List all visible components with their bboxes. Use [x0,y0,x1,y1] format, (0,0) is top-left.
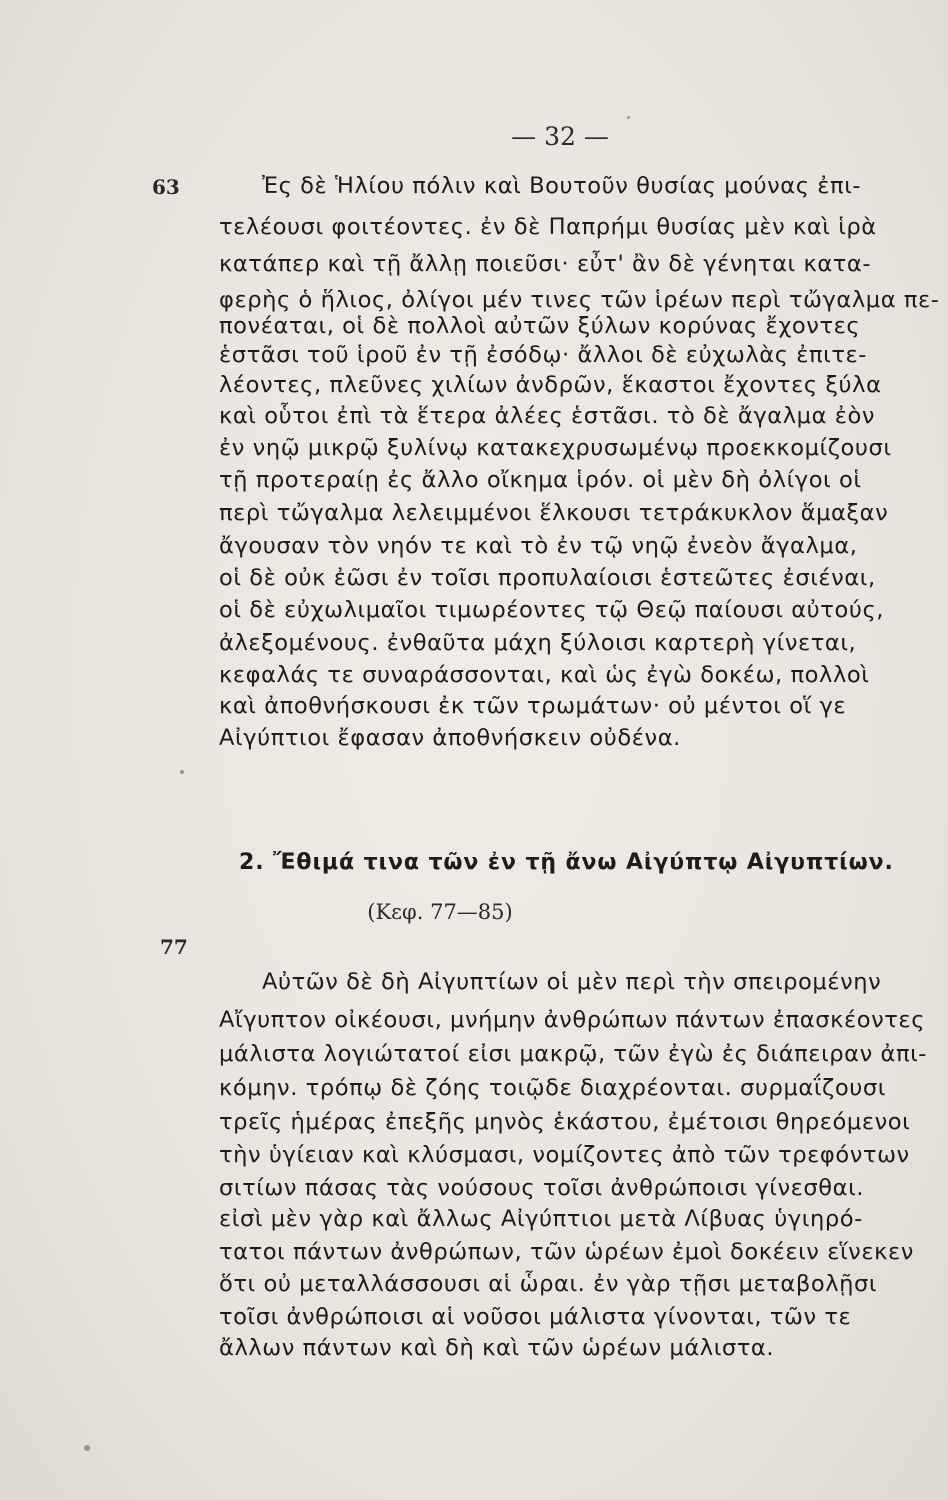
paper-speck [84,1445,90,1451]
text-line: Αἰγύπτιοι ἔφασαν ἀποθνήσκειν οὐδένα. [219,725,681,751]
text-line: ἄγουσαν τὸν νηόν τε καὶ τὸ ἐν τῷ νηῷ ἐνεὸν ἄγαλμα, [219,533,858,559]
text-line: ἐν νηῷ μικρῷ ξυλίνῳ κατακεχρυσωμένῳ προεκκομίζουσι [219,435,892,461]
text-line: ἀλεξομένους. ἐνθαῦτα μάχη ξύλοισι καρτερὴ γίνεται, [219,630,857,656]
text-line: τρεῖς ἡμέρας ἐπεξῆς μηνὸς ἑκάστου, ἐμέτοισι θηρεόμενοι [219,1109,911,1135]
text-line: καὶ οὗτοι ἐπὶ τὰ ἕτερα ἀλέες ἑστᾶσι. τὸ δὲ ἄγαλμα ἐὸν [219,403,876,429]
text-line: λέοντες, πλεῦνες χιλίων ἀνδρῶν, ἕκαστοι ἔχοντες ξύλα [219,372,882,398]
text-line: σιτίων πάσας τὰς νούσους τοῖσι ἀνθρώποισι γίνεσθαι. [219,1175,864,1201]
text-line: Αὐτῶν δὲ δὴ Αἰγυπτίων οἱ μὲν περὶ τὴν σπειρομένην [262,969,882,995]
text-line: οἱ δὲ εὐχωλιμαῖοι τιμωρέοντες τῷ Θεῷ παίουσι αὐτούς, [219,597,884,623]
chapter-reference: (Κεφ. 77—85) [367,900,513,924]
page-number: — 32 — [511,122,609,151]
paper-speck [180,770,184,774]
text-line: τατοι πάντων ἀνθρώπων, τῶν ὡρέων ἐμοὶ δοκέειν εἵνεκεν [219,1239,914,1265]
text-line: φερὴς ὁ ἥλιος, ὀλίγοι μέν τινες τῶν ἱρέων περὶ τὤγαλμα πε- [219,287,940,313]
text-line: ὅτι οὐ μεταλλάσσουσι αἱ ὧραι. ἐν γὰρ τῇσι μεταβολῇσι [219,1271,878,1297]
text-line: Αἴγυπτον οἰκέουσι, μνήμην ἀνθρώπων πάντων ἐπασκέοντες [219,1007,926,1033]
text-line: μάλιστα λογιώτατοί εἰσι μακρῷ, τῶν ἐγὼ ἐς διάπειραν ἀπι- [219,1041,927,1067]
text-line: περὶ τὤγαλμα λελειμμένοι ἕλκουσι τετράκυκλον ἅμαξαν [219,500,889,526]
text-line: τοῖσι ἀνθρώποισι αἱ νοῦσοι μάλιστα γίνονται, τῶν τε [219,1304,852,1330]
paper-speck [627,116,630,119]
margin-section-number: 63 [152,175,180,199]
text-line: ἑστᾶσι τοῦ ἱροῦ ἐν τῇ ἐσόδῳ· ἄλλοι δὲ εὐχωλὰς ἐπιτε- [219,342,867,368]
text-line: Ἐς δὲ Ἡλίου πόλιν καὶ Βουτοῦν θυσίας μούνας ἐπι- [262,173,862,199]
text-line: ἄλλων πάντων καὶ δὴ καὶ τῶν ὡρέων μάλιστα. [219,1335,775,1361]
text-line: τὴν ὑγίειαν καὶ κλύσμασι, νομίζοντες ἀπὸ τῶν τρεφόντων [219,1142,910,1168]
text-line: τῇ προτεραίῃ ἐς ἄλλο οἴκημα ἱρόν. οἱ μὲν δὴ ὀλίγοι οἱ [219,467,862,493]
text-line: κατάπερ καὶ τῇ ἄλλῃ ποιεῦσι· εὖτ' ἂν δὲ γένηται κατα- [219,251,872,277]
text-line: πονέαται, οἱ δὲ πολλοὶ αὐτῶν ξύλων κορύνας ἔχοντες [219,313,861,339]
text-line: εἰσὶ μὲν γὰρ καὶ ἄλλως Αἰγύπτιοι μετὰ Λίβυας ὑγιηρό- [219,1206,863,1232]
margin-section-number: 77 [160,935,188,959]
text-line: κόμην. τρόπῳ δὲ ζόης τοιῷδε διαχρέονται. συρμαΐζουσι [219,1075,886,1101]
text-line: οἱ δὲ οὐκ ἐῶσι ἐν τοῖσι προπυλαίοισι ἑστεῶτες ἐσιέναι, [219,565,876,591]
text-line: κεφαλάς τε συναράσσονται, καὶ ὡς ἐγὼ δοκέω, πολλοὶ [219,662,870,688]
text-line: τελέουσι φοιτέοντες. ἐν δὲ Παπρήμι θυσίας μὲν καὶ ἱρὰ [219,214,877,240]
section-heading: 2. Ἔθιμά τινα τῶν ἐν τῇ ἄνω Αἰγύπτῳ Αἰγυπτίων. [239,850,894,875]
text-line: καὶ ἀποθνήσκουσι ἐκ τῶν τρωμάτων· οὐ μέντοι οἵ γε [219,693,847,719]
